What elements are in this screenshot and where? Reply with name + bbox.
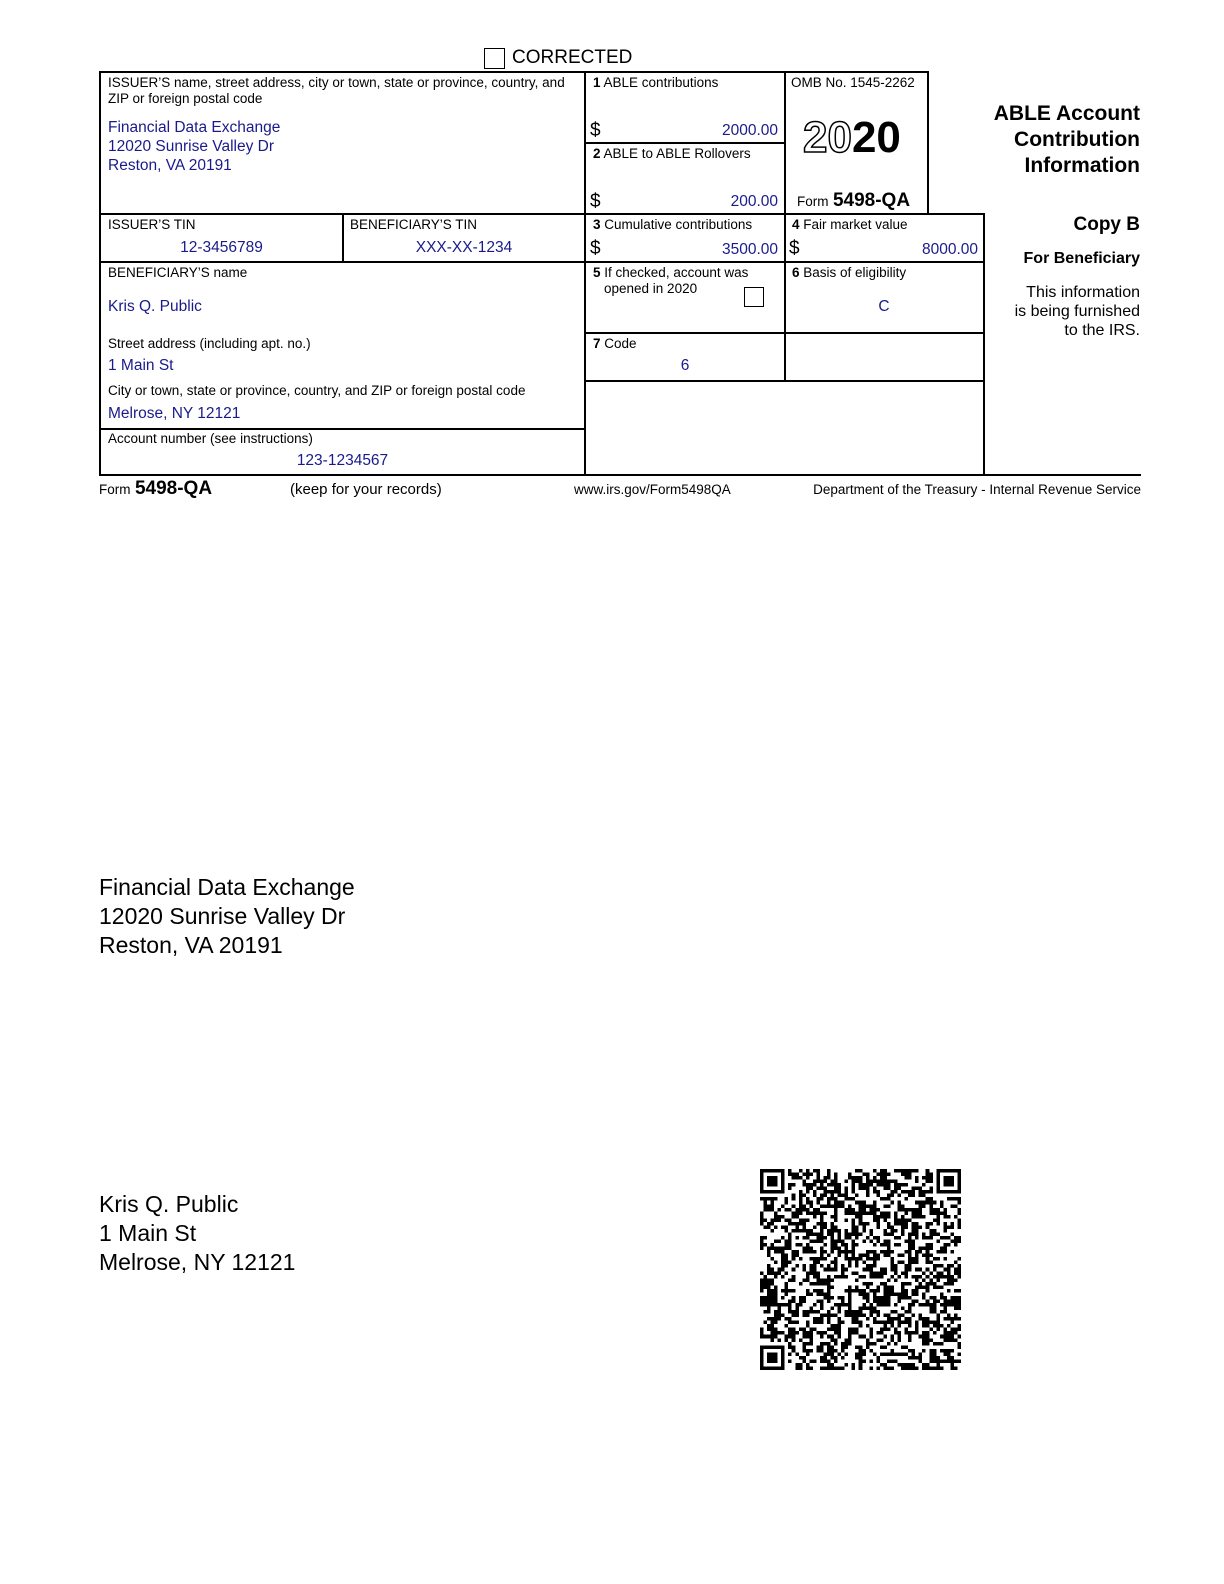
box4-value: 8000.00 xyxy=(921,241,978,258)
box7-value: 6 xyxy=(680,357,690,374)
form-id-footer: Form 5498-QA xyxy=(99,478,213,499)
box2-dollar: $ xyxy=(590,191,601,212)
account-label: Account number (see instructions) xyxy=(108,431,313,446)
tax-year: 2020 xyxy=(803,113,901,162)
footer-url[interactable]: www.irs.gov/Form5498QA xyxy=(574,482,731,497)
beneficiary-city: Melrose, NY 12121 xyxy=(108,405,241,422)
box1-dollar: $ xyxy=(590,120,601,141)
box1-value: 2000.00 xyxy=(721,122,778,139)
footer-dept: Department of the Treasury - Internal Revenue Service xyxy=(813,482,1141,497)
beneficiary-street: 1 Main St xyxy=(108,357,174,374)
issuer-name: Financial Data Exchange xyxy=(108,119,281,136)
box3-label: 3 Cumulative contributions xyxy=(593,217,753,232)
box6-label: 6 Basis of eligibility xyxy=(792,265,907,280)
issuer-label: ISSUER’S name, street address, city or town, state or province, country, and ZIP or foreign postal code xyxy=(108,75,565,106)
box2-value: 200.00 xyxy=(730,193,778,210)
issuer-street: 12020 Sunrise Valley Dr xyxy=(108,138,274,155)
beneficiary-tin-label: BENEFICIARY’S TIN xyxy=(350,217,478,232)
beneficiary-tin: XXX-XX-1234 xyxy=(415,239,513,256)
omb-number: OMB No. 1545-2262 xyxy=(791,75,915,90)
box6-value: C xyxy=(878,298,890,315)
footer-keep: (keep for your records) xyxy=(290,481,442,498)
copy-title: Copy B xyxy=(1073,214,1140,235)
box7-label: 7 Code xyxy=(593,336,637,351)
box3-dollar: $ xyxy=(590,238,601,259)
street-label: Street address (including apt. no.) xyxy=(108,336,311,351)
qr-code xyxy=(760,1169,961,1370)
form-id-top: Form 5498-QA xyxy=(797,190,911,211)
qr-modules xyxy=(760,1169,961,1370)
city-label: City or town, state or province, country, and ZIP or foreign postal code xyxy=(108,383,526,398)
box5-label: 5 If checked, account was opened in 2020 xyxy=(593,265,749,296)
box3-value: 3500.00 xyxy=(721,241,778,258)
copy-note: This information is being furnished to the IRS. xyxy=(1014,284,1140,339)
box1-label: 1 ABLE contributions xyxy=(593,75,719,90)
copy-for: For Beneficiary xyxy=(1023,250,1140,267)
issuer-city: Reston, VA 20191 xyxy=(108,157,232,174)
mail-to-address: Kris Q. Public 1 Main St Melrose, NY 12121 xyxy=(99,1191,296,1275)
corrected-checkbox[interactable] xyxy=(484,48,505,69)
issuer-tin-label: ISSUER’S TIN xyxy=(108,217,196,232)
corrected-label: CORRECTED xyxy=(512,47,633,68)
box4-dollar: $ xyxy=(789,238,800,259)
beneficiary-name-label: BENEFICIARY’S name xyxy=(108,265,248,280)
box4-label: 4 Fair market value xyxy=(792,217,908,232)
form-title: ABLE Account Contribution Information xyxy=(993,102,1140,177)
issuer-tin: 12-3456789 xyxy=(180,239,263,256)
beneficiary-name: Kris Q. Public xyxy=(108,298,202,315)
box2-label: 2 ABLE to ABLE Rollovers xyxy=(593,146,751,161)
mail-from-address: Financial Data Exchange 12020 Sunrise Valley Dr Reston, VA 20191 xyxy=(99,874,355,958)
account-number: 123-1234567 xyxy=(296,452,389,469)
box5-checkbox[interactable] xyxy=(744,287,764,307)
